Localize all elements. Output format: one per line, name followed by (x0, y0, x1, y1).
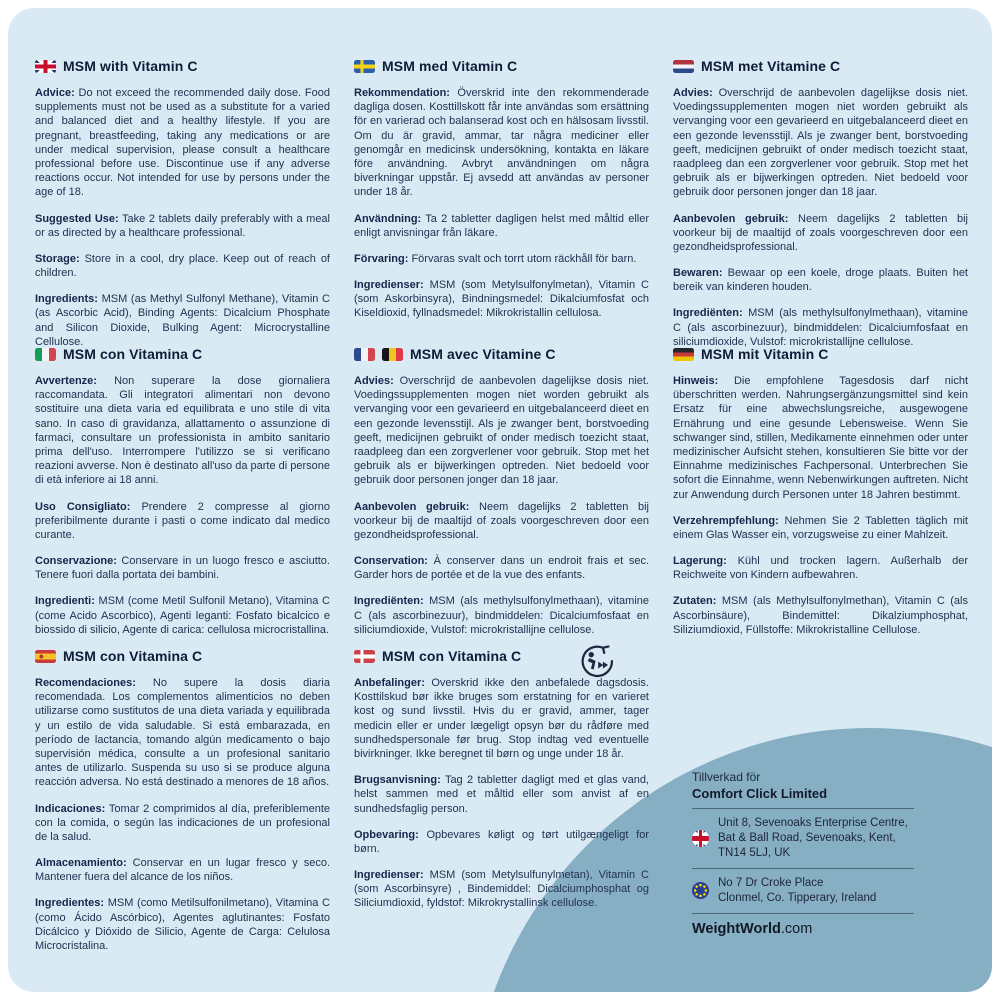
info-paragraph: Suggested Use: Take 2 tablets daily preferably with a meal or as directed by a healthcare professional. (35, 212, 330, 239)
info-paragraph: Bewaren: Bewaar op een koele, droge plaats. Buiten het bereik van kinderen houden. (673, 267, 968, 294)
info-paragraph: Ingredienti: MSM (come Metil Sulfonil Metano), Vitamina C (come Acido Ascorbico), Agenti leganti: Fosfato bicalcico e biossido di silicio, Agente di carica: cellulosa microcristallina. (35, 595, 330, 636)
paragraph-label: Opbevaring: (354, 828, 419, 841)
info-paragraph: Advies: Overschrijd de aanbevolen dagelijkse dosis niet. Voedingssupplementen mogen niet worden gebruikt als vervanging voor een gevarieerd en uitgebalanceerd dieet en een gezonde levensstijl. Als je zwanger bent, borstvoeding geeft, medicijnen gebruikt of onder medisch toezicht staat, raadpleeg dan een zorgverlener voor gebruik. Stop met het gebruik als er bijwerkingen optreden. Niet bedoeld voor gebruik door personen jonger dan 18 jaar. (673, 87, 968, 199)
language-block-it (35, 346, 330, 648)
paragraph-label: Aanbevolen gebruik: (354, 500, 470, 513)
paragraph-label: Indicaciones: (35, 802, 106, 815)
info-paragraph: Advies: Overschrijd de aanbevolen dagelijkse dosis niet. Voedingssupplementen mogen niet worden gebruikt als vervanging voor een gevarieerd en uitgebalanceerd dieet en een gezonde levensstijl. Als je zwanger bent, borstvoeding geeft, medicijnen gebruikt of onder medisch toezicht staat, raadpleeg dan een zorgverlener voor gebruik. Stop met het gebruik als er bijwerkingen optreden. Niet bedoeld voor gebruik door personen jonger dan 18 jaar. (354, 375, 649, 487)
info-paragraph: Conservazione: Conservare in un luogo fresco e asciutto. Tenere fuori dalla portata dei bambini. (35, 555, 330, 582)
paragraph-label: Bewaren: (673, 267, 723, 280)
paragraph-label: Advies: (673, 87, 713, 99)
info-paragraph: Storage: Store in a cool, dry place. Keep out of reach of children. (35, 252, 330, 280)
paragraph-label: Avvertenze: (35, 375, 97, 387)
paragraph-label: Användning: (354, 212, 422, 225)
product-title: MSM con Vitamina C (63, 346, 203, 362)
company-name: Comfort Click Limited (692, 786, 828, 801)
info-paragraph: Advice: Do not exceed the recommended daily dose. Food supplements must not be used as a substitute for a varied and balanced diet and a healthy lifestyle. If you are pregnant, breastfeeding, taking any medications or are under medical supervision, please consult a healthcare professional before use. Discontinue use if any adverse reactions occur. Not intended for use by persons under the age of 18. (35, 87, 330, 199)
paragraph-label: Brugsanvisning: (354, 774, 441, 787)
paragraph-label: Lagerung: (673, 555, 727, 568)
nl-flag-icon (673, 60, 694, 73)
info-paragraph: Opbevaring: Opbevares køligt og tørt utilgængeligt for børn. (354, 828, 649, 855)
info-paragraph: Förvaring: Förvaras svalt och torrt utom räckhåll för barn. (354, 252, 637, 265)
block-header (35, 346, 330, 362)
info-paragraph: Rekommendation: Överskrid inte den rekommenderade dagliga dosen. Kosttillskott får inte användas som ersättning för en varierad och balanserad kost och en hälsosam livsstil. Om du är gravid, ammar, tar några mediciner eller genomgår en medicinsk undersökning, kontakta en läkare före användning. Avbryt användningen om några biverkningar uppstår. Ej avsedd att användas av personer under 18 år. (354, 87, 649, 199)
info-paragraph: Ingrediënten: MSM (als methylsulfonylmethaan), vitamine C (als ascorbinezuur), bindmiddelen: Dicalciumfosfaat en siliciumdioxide, Vulstof: microkristallijne cellulose. (354, 595, 649, 636)
info-paragraph: Hinweis: Die empfohlene Tagesdosis darf nicht überschritten werden. Nahrungsergänzungsmittel sind kein Ersatz für eine abwechslungsreiche, ausgewogene Ernährung und eine gesunde Lebensweise. Wenn Sie schwanger sind, stillen, Medikamente einnehmen oder unter medizinischer Aufsicht stehen, konsultieren Sie bitte vor der Einnahme medizinisches Fachpersonal. Unterbrechen Sie sofort die Einnahme, wenn Nebenwirkungen auftreten. Nicht zur Anwendung durch Personen unter 18 Jahren bestimmt. (673, 375, 968, 501)
info-paragraph: Indicaciones: Tomar 2 comprimidos al día, preferiblemente con la comida, o según las indicaciones de un profesional de la salud. (35, 802, 330, 843)
uk-round-flag-icon (692, 830, 709, 847)
paragraph-label: Ingredienser: (354, 279, 424, 292)
info-paragraph: Uso Consigliato: Prendere 2 compresse al giorno preferibilmente durante i pasti o come indicato dal medico curante. (35, 500, 330, 541)
paragraph-label: Zutaten: (673, 595, 717, 608)
be-flag-icon (382, 348, 403, 361)
paragraph-label: Hinweis: (673, 375, 719, 387)
dk-flag-icon (354, 650, 375, 663)
info-paragraph: Ingredienser: MSM (som Metylsulfonylmetan), Vitamin C (som Askorbinsyra), Bindningsmedel: Dikalciumfosfat och Kiseldioxid, fyllnadsmedel: Mikrokristallin cellulosa. (354, 279, 649, 320)
language-block-es (35, 648, 330, 978)
paragraph-label: Conservation: (354, 555, 428, 568)
info-paragraph: Recomendaciones: No supere la dosis diaria recomendada. Los complementos alimenticios no deben utilizarse como sustitutos de una dieta variada y equilibrada y un estilo de vida saludable. Si está embarazada, en período de lactancia, tomando algún medicamento o bajo supervisión médica, consulte a un profesional sanitario antes de utilizarlo. Suspenda su uso si se produce alguna reacción adversa. No está destinado a menores de 18 años. (35, 677, 330, 789)
language-block-fr-be (354, 346, 649, 648)
paragraph-label: Anbefalinger: (354, 677, 425, 689)
info-paragraph: Brugsanvisning: Tag 2 tabletter dagligt med et glas vand, helst sammen med et måltid eller som anvist af en sundhedsfaglig person. (354, 774, 649, 815)
de-flag-icon (673, 348, 694, 361)
product-title: MSM med Vitamin C (382, 58, 518, 74)
block-header (354, 648, 649, 664)
info-paragraph: Aanbevolen gebruik: Neem dagelijks 2 tabletten bij voorkeur bij de maaltijd of zoals voorgeschreven door een gezondheidsprofessional. (673, 212, 969, 253)
fr-flag-icon (354, 348, 375, 361)
paragraph-label: Recomendaciones: (35, 677, 136, 689)
info-paragraph: Ingrediënten: MSM (als methylsulfonylmethaan), vitamine C (als ascorbinezuur), bindmiddelen: Dicalciumfosfaat en siliciumdioxide, Vulstof: microkristallijne cellulose. (673, 307, 968, 348)
block-header (354, 58, 649, 74)
language-block-sv (354, 58, 649, 346)
divider (692, 913, 914, 914)
eu-round-flag-icon (692, 882, 709, 899)
language-block-de (673, 346, 968, 648)
info-paragraph: Aanbevolen gebruik: Neem dagelijks 2 tabletten bij voorkeur bij de maaltijd of zoals voorgeschreven door een gezondheidsprofessional. (354, 500, 650, 541)
product-title: MSM con Vitamina C (382, 648, 522, 664)
block-header (673, 58, 968, 74)
language-block-nl (673, 58, 968, 346)
label-panel (8, 8, 992, 992)
block-header (673, 346, 968, 362)
paragraph-label: Advies: (354, 375, 394, 387)
info-paragraph: Användning: Ta 2 tabletter dagligen helst med måltid eller enligt anvisningar från läkare. (354, 212, 649, 239)
paragraph-label: Ingredientes: (35, 897, 105, 910)
paragraph-label: Förvaring: (354, 252, 409, 265)
block-header (35, 58, 330, 74)
paragraph-label: Advice: (35, 87, 75, 99)
product-title: MSM con Vitamina C (63, 648, 203, 664)
info-paragraph: Anbefalinger: Overskrid ikke den anbefalede dagsdosis. Kosttilskud bør ikke bruges som erstatning for en varieret kost og sund livsstil. Hvis du er gravid, ammer, tager medicin eller er under lægeligt opsyn bør du rådføre med sundhedspersonale før brug. Stop indtag ved eventuelle bivirkninger. Ikke beregnet til børn og unge under 18 år. (354, 677, 649, 760)
block-header (35, 648, 330, 664)
ie-address: No 7 Dr Croke Place Clonmel, Co. Tipperary, Ireland (718, 876, 877, 904)
info-paragraph: Ingredienser: MSM (som Metylsulfunylmetan), Vitamin C (som Ascorbinsyre) , Bindemiddel: Dicalciumphosphat og Siliciumdioxid, fyldstof: Mikrokrystallinsk cellulose. (354, 869, 649, 910)
se-flag-icon (354, 60, 375, 73)
info-paragraph: Conservation: À conserver dans un endroit frais et sec. Garder hors de portée et de la vue des enfants. (354, 555, 649, 582)
info-paragraph: Zutaten: MSM (als Methylsulfonylmethan), Vitamin C (als Ascorbinsäure), Bindemittel: Dikalziumphosphat, Siliziumdioxid, Füllstoffe: Mikrokristalline Cellulose. (673, 595, 968, 636)
paragraph-label: Ingrediënten: (354, 595, 424, 608)
brand-website: WeightWorld.com (692, 920, 813, 937)
divider (692, 808, 914, 809)
paragraph-label: Suggested Use: (35, 212, 119, 225)
manufacturer-info (692, 770, 914, 937)
block-header (354, 346, 649, 362)
info-paragraph: Almacenamiento: Conservar en un lugar fresco y seco. Mantener fuera del alcance de los niños. (35, 857, 330, 884)
uk-flag-icon (35, 60, 56, 73)
paragraph-label: Uso Consigliato: (35, 500, 131, 513)
uk-address: Unit 8, Sevenoaks Enterprise Centre, Bat & Ball Road, Sevenoaks, Kent, TN14 5LJ, UK (718, 817, 908, 859)
paragraph-label: Ingredienti: (35, 595, 95, 608)
language-block-da (354, 648, 649, 978)
paragraph-label: Almacenamiento: (35, 857, 127, 870)
language-block-en (35, 58, 330, 346)
made-for-label: Tillverkad för (692, 770, 761, 784)
paragraph-label: Conservazione: (35, 555, 117, 568)
paragraph-label: Ingredienser: (354, 869, 424, 882)
divider (692, 868, 914, 869)
product-title: MSM met Vitamine C (701, 58, 841, 74)
paragraph-label: Aanbevolen gebruik: (673, 212, 789, 225)
paragraph-label: Rekommendation: (354, 87, 450, 99)
paragraph-label: Verzehrempfehlung: (673, 514, 779, 527)
ie-address-row (692, 876, 914, 906)
product-title: MSM avec Vitamine C (410, 346, 556, 362)
info-paragraph: Verzehrempfehlung: Nehmen Sie 2 Tabletten täglich mit einem Glas Wasser ein, vorzugsweise zu einer Mahlzeit. (673, 514, 968, 541)
product-title: MSM with Vitamin C (63, 58, 198, 74)
info-paragraph: Lagerung: Kühl und trocken lagern. Außerhalb der Reichweite von Kindern aufbewahren. (673, 555, 968, 582)
uk-address-row (692, 816, 914, 861)
paragraph-label: Ingredients: (35, 293, 98, 306)
info-paragraph: Ingredientes: MSM (como Metilsulfonilmetano), Vitamina C (como Ácido Ascórbico), Agentes aglutinantes: Fosfato Dicálcico y Dióxido de Silicio, Agente de Carga: Celulosa Microcristalina. (35, 897, 330, 952)
product-title: MSM mit Vitamin C (701, 346, 829, 362)
paragraph-label: Storage: (35, 252, 80, 265)
es-flag-icon (35, 650, 56, 663)
info-paragraph: Ingredients: MSM (as Methyl Sulfonyl Methane), Vitamin C (as Ascorbic Acid), Binding Agents: Dicalcium Phosphate and Silicon Dioxide, Bulking Agent: Microcrystalline Cellulose. (35, 293, 330, 348)
info-paragraph: Avvertenze: Non superare la dose giornaliera raccomandata. Gli integratori alimentari non devono sostituire una dieta varia ed equilibrata e uno stile di vita sano. In caso di gravidanza, allattamento o assunzione di farmaci, consultare un professionista in ambito sanitario prima dell'uso. Interrompere l'utilizzo se si verificano reazioni avverse. Non è destinato all'uso da parte di persone di età inferiore ai 18 anni. (35, 375, 331, 487)
paragraph-label: Ingrediënten: (673, 307, 743, 320)
it-flag-icon (35, 348, 56, 361)
